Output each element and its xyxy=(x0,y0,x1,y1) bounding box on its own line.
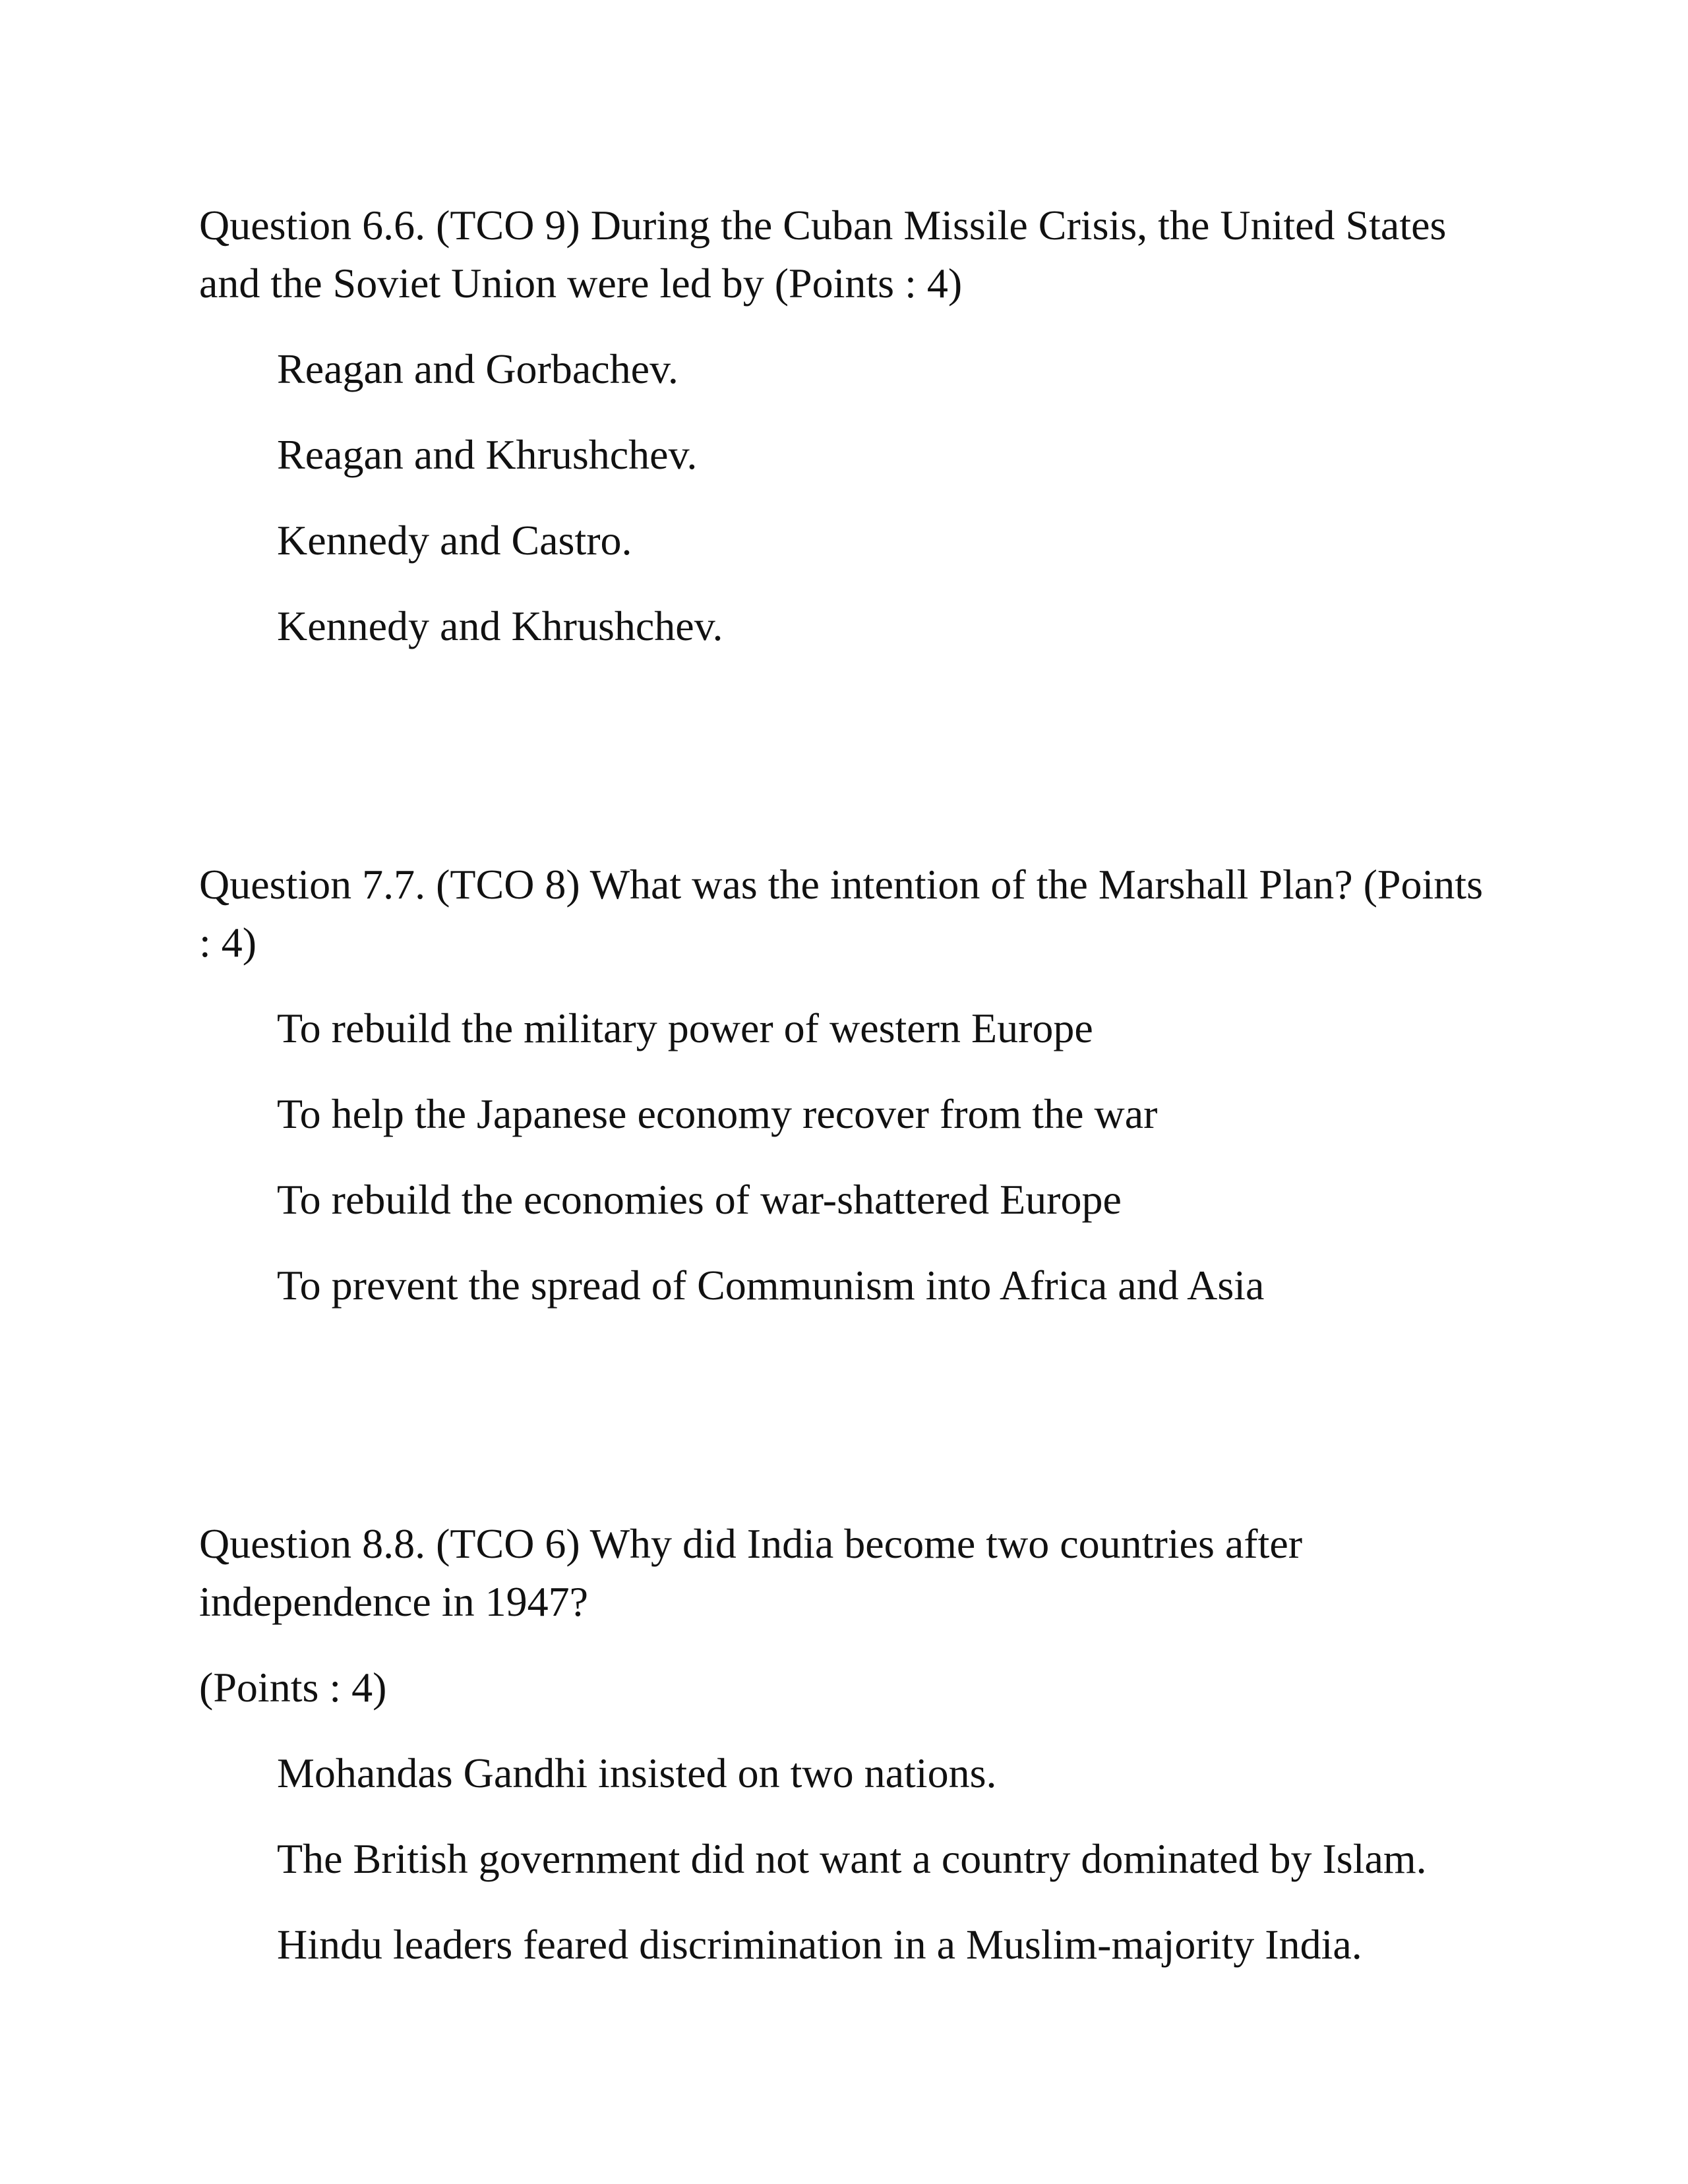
answer-option[interactable]: Hindu leaders feared discrimination in a Muslim-majority India. xyxy=(277,1921,1362,1968)
answer-option[interactable]: To rebuild the economies of war-shattered Europe xyxy=(277,1176,1122,1223)
question-text: Question 7.7. (TCO 8) What was the intention of the Marshall Plan? (Points : 4) xyxy=(199,861,1483,966)
answer-options xyxy=(199,999,1505,1314)
answer-option[interactable]: Reagan and Gorbachev. xyxy=(277,345,678,392)
question-8 xyxy=(199,1515,1505,2001)
answer-option[interactable]: Kennedy and Khrushchev. xyxy=(277,603,723,649)
question-text: Question 6.6. (TCO 9) During the Cuban Missile Crisis, the United States and the Soviet Union were led by (Points : 4) xyxy=(199,202,1447,307)
answer-option[interactable]: To rebuild the military power of western Europe xyxy=(277,1005,1093,1051)
answer-option[interactable]: Mohandas Gandhi insisted on two nations. xyxy=(277,1750,997,1796)
question-6 xyxy=(199,196,1505,683)
answer-option[interactable]: To help the Japanese economy recover from the war xyxy=(277,1090,1158,1137)
answer-option[interactable]: To prevent the spread of Communism into Africa and Asia xyxy=(277,1262,1265,1309)
answer-options xyxy=(199,1744,1505,1974)
question-7 xyxy=(199,856,1505,1342)
answer-option[interactable]: Kennedy and Castro. xyxy=(277,517,632,564)
answer-options xyxy=(199,340,1505,655)
answer-option[interactable]: Reagan and Khrushchev. xyxy=(277,431,698,478)
points-label: (Points : 4) xyxy=(199,1664,387,1711)
answer-option[interactable]: The British government did not want a country dominated by Islam. xyxy=(277,1835,1427,1882)
question-text: Question 8.8. (TCO 6) Why did India become two countries after independence in 1947? xyxy=(199,1520,1303,1625)
